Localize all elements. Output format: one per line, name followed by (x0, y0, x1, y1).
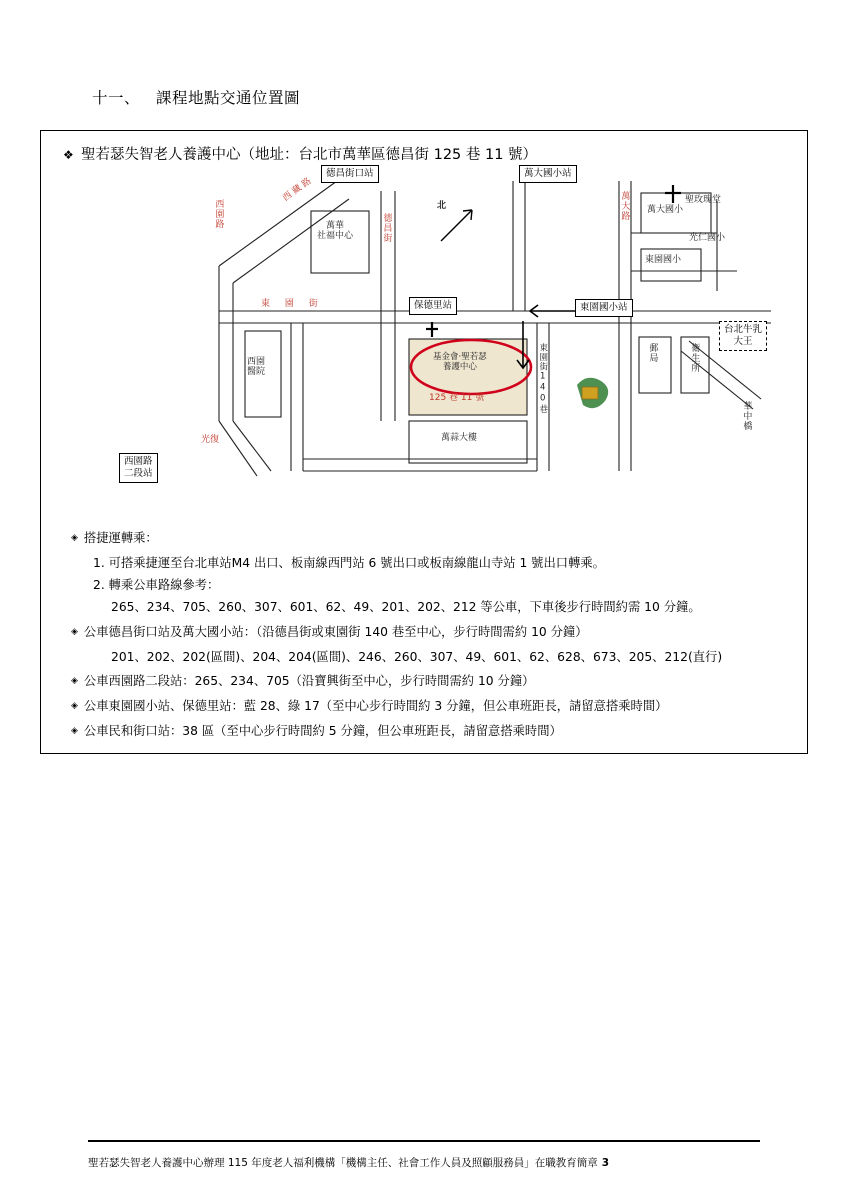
note-bus-xiyuan: ◈ 公車西園路二段站：265、234、705（沿寶興街至中心，步行時間需約 10 分鐘） (71, 673, 535, 688)
footer-divider (88, 1140, 760, 1142)
diamond-icon: ◈ (71, 533, 78, 543)
note-bus-dechang-wanda: ◈ 公車德昌街口站及萬大國小站：（沿德昌街或東園街 140 巷至中心，步行時間需約 10 分鐘） (71, 624, 588, 639)
place-wandaguoxiao: 萬大國小 (647, 205, 684, 215)
diamond-icon: ◈ (71, 726, 78, 737)
road-dongyuan-jie-140: 東園街140巷 (537, 343, 548, 414)
road-wanda-lu: 萬大路 (619, 191, 630, 221)
station-xiyuanlu-erduan: 西園路 二段站 (119, 453, 158, 483)
frame-title (63, 143, 537, 164)
note-bus-dongyuan-baode: ◈ 公車東園國小站、保德里站：藍 28、綠 17（至中心步行時間約 3 分鐘，但公車班距長，請留意搭乘時間） (71, 698, 668, 713)
place-wanhua-shefu: 萬華 社福中心 (317, 221, 354, 242)
note-bus-list: 265、234、705、260、307、601、62、49、201、202、212 等公車，下車後步行時間約需 10 分鐘。 (111, 600, 701, 615)
station-baodeli: 保德里站 (409, 297, 457, 315)
diamond-icon: ◈ (71, 675, 78, 686)
note-bus-minhe: ◈ 公車民和街口站：38 區（至中心步行時間約 5 分鐘，但公車班距長，請留意搭乘時間） (71, 724, 562, 739)
transport-notes (71, 531, 787, 749)
road-guangfu: 光復 (201, 435, 220, 445)
station-dechangjiekou: 德昌街口站 (321, 165, 379, 183)
place-wansuan-building: 萬蒜大樓 (441, 433, 478, 443)
diamond-icon: ◈ (71, 626, 78, 637)
note-mrt-detail: 1. 可搭乘捷運至台北車站M4 出口、板南線西門站 6 號出口或板南線龍山寺站 1 號出口轉乘。 (93, 556, 605, 571)
station-dongyuanguoxiao: 東園國小站 (575, 299, 633, 317)
diamond-bullet-icon: ❖ (63, 148, 74, 162)
map-vector (141, 171, 771, 521)
place-taipei-milk-king: 台北牛乳 大王 (719, 321, 767, 351)
note-bus-reference: 2. 轉乘公車路線參考： (93, 578, 220, 593)
place-huazhong-bridge: 華中橋 (741, 401, 752, 431)
place-shengmeiguitang: 聖玫瑰堂 (685, 195, 722, 205)
page-number: 3 (601, 1157, 610, 1169)
place-center-address: 125 巷 11 號 (429, 393, 485, 403)
place-health-center: 衛生所 (689, 343, 700, 373)
diamond-icon: ◈ (71, 700, 78, 711)
page-title (92, 86, 300, 108)
note-mrt-transfer: ◈ 搭捷運轉乘： (71, 531, 158, 545)
section-title-text: 課程地點交通位置圖 (156, 89, 301, 107)
place-dongyuanguoxiao: 東園國小 (645, 255, 682, 265)
road-xizang-lu: 西 藏 路 (281, 176, 314, 204)
section-number: 十一、 (92, 89, 141, 107)
road-dechang-jie: 德昌街 (381, 213, 392, 243)
content-frame (40, 130, 808, 754)
footer (88, 1155, 760, 1170)
location-map (124, 168, 771, 521)
road-dongyuan-jie: 東 園 街 (261, 299, 324, 309)
note-bus-dechang-wanda-routes: 201、202、202(區間)、204、204(區間)、246、260、307、49、601、62、628、673、205、212(直行) (111, 649, 723, 664)
frame-title-text: 聖若瑟失智老人養護中心（地址：台北市萬華區德昌街 125 巷 11 號） (81, 147, 538, 163)
place-post-office: 郵局 (647, 343, 658, 363)
compass-north: 北 (437, 201, 447, 211)
place-xiyuan-hospital: 西園 醫院 (247, 357, 266, 378)
place-guangrenguoxiao: 光仁國小 (689, 233, 726, 243)
road-xiyuan-lu: 西園路 (213, 199, 224, 229)
footer-label: 聖若瑟失智老人養護中心辦理 115 年度老人福利機構「機構主任、社會工作人員及照顧服務員」在職教育簡章 (88, 1157, 598, 1169)
station-wandaguoxiao: 萬大國小站 (519, 165, 577, 183)
place-center: 基金會‧聖若瑟 養護中心 (433, 352, 487, 372)
